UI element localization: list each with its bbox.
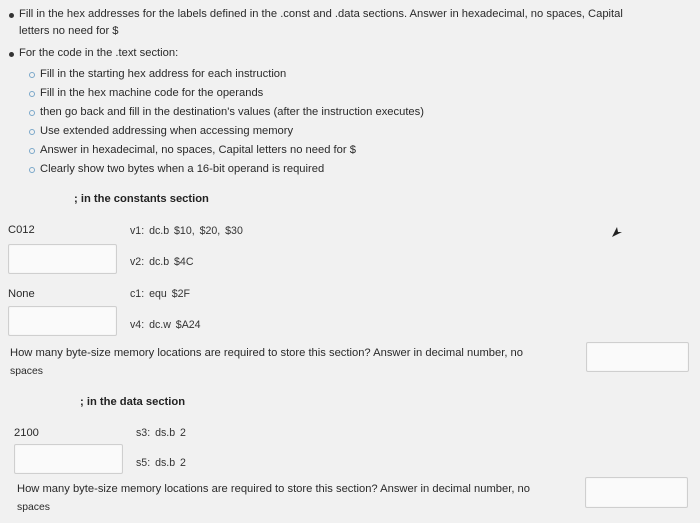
- question-text: How many byte-size memory locations are required to store this section? Answer in decimal number, no: [10, 347, 523, 359]
- code-line-v2: v2: dc.b $4C: [130, 256, 194, 268]
- section-header: ; in the constants section: [74, 193, 209, 205]
- sub-instruction: then go back and fill in the destination's values (after the instruction executes): [40, 106, 424, 118]
- instruction-text: Fill in the hex addresses for the labels defined in the .const and .data sections. Answer in hexadecimal, no spaces, Capital: [19, 8, 623, 20]
- bullet-circle: [29, 110, 35, 116]
- bullet-circle: [29, 129, 35, 135]
- bullet-circle: [29, 167, 35, 173]
- sub-instruction: Answer in hexadecimal, no spaces, Capital letters no need for $: [40, 144, 356, 156]
- code-line-s5: s5: ds.b 2: [136, 457, 186, 469]
- code-line-s3: s3: ds.b 2: [136, 427, 186, 439]
- bullet-circle: [29, 91, 35, 97]
- address-input-s5[interactable]: [14, 444, 123, 474]
- address-input-v2[interactable]: [8, 244, 117, 274]
- none-label: None: [8, 288, 35, 300]
- code-line-v1: v1: dc.b $10, $20, $30: [130, 225, 243, 237]
- sub-instruction: Clearly show two bytes when a 16-bit operand is required: [40, 163, 325, 175]
- instruction-text: For the code in the .text section:: [19, 47, 179, 59]
- bullet-disc: [9, 52, 14, 57]
- instruction-text: letters no need for $: [19, 25, 119, 37]
- question-text: spaces: [10, 366, 43, 377]
- sub-instruction: Fill in the starting hex address for each instruction: [40, 68, 287, 80]
- code-line-c1: c1: equ $2F: [130, 288, 190, 300]
- sub-instruction: Use extended addressing when accessing memory: [40, 125, 294, 137]
- data-byte-count-input[interactable]: [585, 477, 688, 508]
- question-text: spaces: [17, 502, 50, 513]
- bullet-circle: [29, 148, 35, 154]
- code-line-v4: v4: dc.w $A24: [130, 319, 201, 331]
- const-byte-count-input[interactable]: [586, 342, 689, 372]
- data-address-label: 2100: [14, 427, 39, 439]
- bullet-disc: [9, 13, 14, 18]
- question-text: How many byte-size memory locations are required to store this section? Answer in decimal number, no: [17, 483, 530, 495]
- const-address-label: C012: [8, 224, 35, 236]
- bullet-circle: [29, 72, 35, 78]
- section-header: ; in the data section: [80, 396, 186, 408]
- sub-instruction: Fill in the hex machine code for the operands: [40, 87, 264, 99]
- address-input-v4[interactable]: [8, 306, 117, 336]
- mouse-cursor-icon: [611, 226, 623, 238]
